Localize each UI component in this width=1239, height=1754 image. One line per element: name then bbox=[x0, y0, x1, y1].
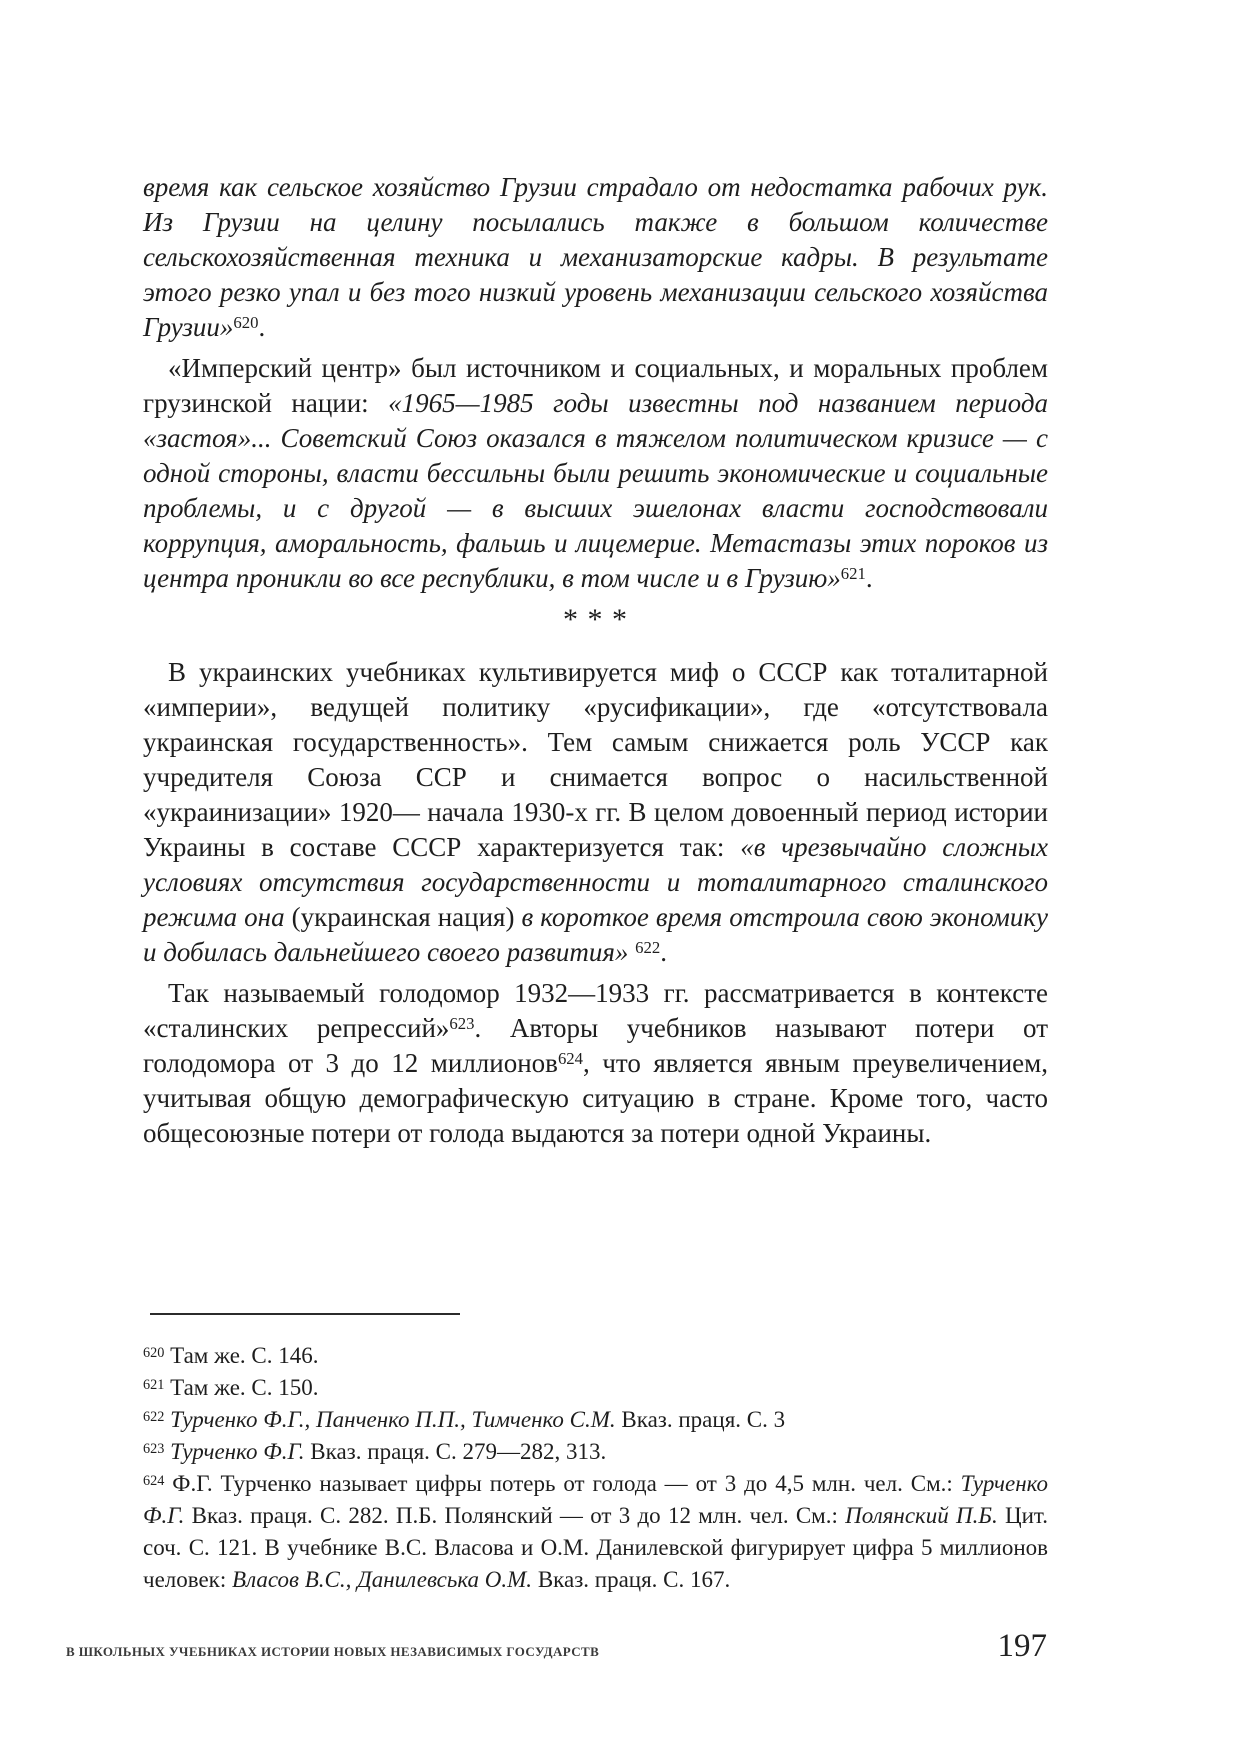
text-run-italic: Власов В.С., Данилевська О.М. bbox=[232, 1567, 533, 1592]
text-run-italic: «в чрезвычайно сложных условиях отсутствия государственности и тоталитарного сталинского режима она bbox=[143, 832, 1048, 932]
footnote-separator-line bbox=[150, 1313, 460, 1315]
text-run: Ф.Г. Турченко называет цифры потерь от голода — от 3 до 4,5 млн. чел. См.: bbox=[164, 1471, 961, 1496]
footnote-reference: 623 bbox=[449, 1014, 475, 1034]
text-run: Вказ. праця. С. 279—282, 313. bbox=[304, 1439, 607, 1464]
text-run-italic: время как сельское хозяйство Грузии страдало от недостатка рабочих рук. Из Грузии на целину посылались также в большом количестве сельскохозяйственная техника и механизаторские кадры. В результате этого резко упал и без того низкий уровень механизации сельского хозяйства Грузии» bbox=[143, 172, 1048, 342]
footnote-reference: 624 bbox=[557, 1049, 584, 1069]
text-run: Вказ. праця. С. 282. П.Б. Полянский — от 3 до 12 млн. чел. См.: bbox=[184, 1503, 846, 1528]
text-run: Цит. соч. С. 121. В учебнике В.С. Власова и О.М. Данилевской фигурирует цифра 5 миллионов человек: bbox=[143, 1503, 1049, 1592]
text-run: Вказ. праця. С. 167. bbox=[532, 1567, 731, 1592]
footnote-reference: 620 bbox=[143, 1344, 165, 1361]
section-separator: * * * bbox=[563, 603, 628, 636]
paragraph bbox=[143, 976, 1048, 1151]
text-run: Там же. С. 150. bbox=[164, 1375, 319, 1400]
paragraph bbox=[143, 170, 1048, 345]
footnote-reference: 622 bbox=[143, 1408, 165, 1425]
page-number: 197 bbox=[997, 1628, 1047, 1664]
text-run: . bbox=[865, 563, 873, 593]
running-footer: В ШКОЛЬНЫХ УЧЕБНИКАХ ИСТОРИИ НОВЫХ НЕЗАВИСИМЫХ ГОСУДАРСТВ bbox=[66, 1644, 600, 1659]
text-run: . bbox=[258, 312, 266, 342]
text-run: . bbox=[660, 937, 668, 967]
footnote-reference: 621 bbox=[143, 1376, 165, 1393]
body-text bbox=[143, 170, 1048, 1157]
footnote-reference: 623 bbox=[143, 1440, 165, 1457]
text-run: Там же. С. 146. bbox=[164, 1343, 319, 1368]
text-run: «Имперский центр» был источником и социальных, и моральных проблем грузинской нации: bbox=[143, 353, 1048, 418]
text-run: Вказ. праця. С. 3 bbox=[615, 1407, 786, 1432]
footnote-reference: 624 bbox=[143, 1472, 165, 1489]
text-run-italic: Турченко Ф.Г. bbox=[143, 1471, 1048, 1528]
text-run: . Авторы учебников называют потери от голодомора от 3 до 12 миллионов bbox=[143, 1013, 1048, 1078]
text-run: В украинских учебниках культивируется миф о СССР как тоталитарной «империи», ведущей политику «русификации», где «отсутствовала украинская государственность». Тем самым снижается роль УССР как учредителя Союза ССР и снимается вопрос о насильственной «украинизации» 1920— начала 1930-х гг. В целом довоенный период истории Украины в составе СССР характеризуется так: bbox=[143, 657, 1048, 862]
footnote-reference: 621 bbox=[840, 564, 866, 584]
footnote bbox=[143, 1436, 1048, 1468]
text-run: , что является явным преувеличением, учитывая общую демографическую ситуацию в стране. Кроме того, часто общесоюзные потери от голода выдаются за потери одной Украины. bbox=[143, 1048, 1048, 1148]
footnotes bbox=[143, 1340, 1048, 1596]
paragraph bbox=[143, 655, 1048, 970]
text-run-italic: Турченко Ф.Г., Панченко П.П., Тимченко С.М. bbox=[164, 1407, 616, 1432]
footnote bbox=[143, 1404, 1048, 1436]
footnote-reference: 620 bbox=[233, 313, 259, 333]
text-run-italic: Полянский П.Б. bbox=[845, 1503, 998, 1528]
paragraph bbox=[143, 351, 1048, 596]
text-run-italic: «1965—1985 годы известны под названием периода «застоя»... Советский Союз оказался в тяжелом политическом кризисе — с одной стороны, власти бессильны были решить экономические и социальные проблемы, и с другой — в высших эшелонах власти господствовали коррупция, аморальность, фальшь и лицемерие. Метастазы этих пороков из центра проникли во все республики, в том числе и в Грузию» bbox=[143, 388, 1048, 593]
footnote bbox=[143, 1340, 1048, 1372]
footnote bbox=[143, 1372, 1048, 1404]
footnote-reference: 622 bbox=[635, 938, 661, 958]
text-run: (украинская нация) bbox=[291, 902, 515, 932]
text-run-italic: в короткое время отстроила свою экономику и добилась дальнейшего своего развития» bbox=[143, 902, 1048, 967]
text-run-italic: Турченко Ф.Г. bbox=[164, 1439, 305, 1464]
text-run: Так называемый голодомор 1932—1933 гг. рассматривается в контексте «сталинских репрессий» bbox=[143, 978, 1048, 1043]
footnote bbox=[143, 1468, 1048, 1596]
